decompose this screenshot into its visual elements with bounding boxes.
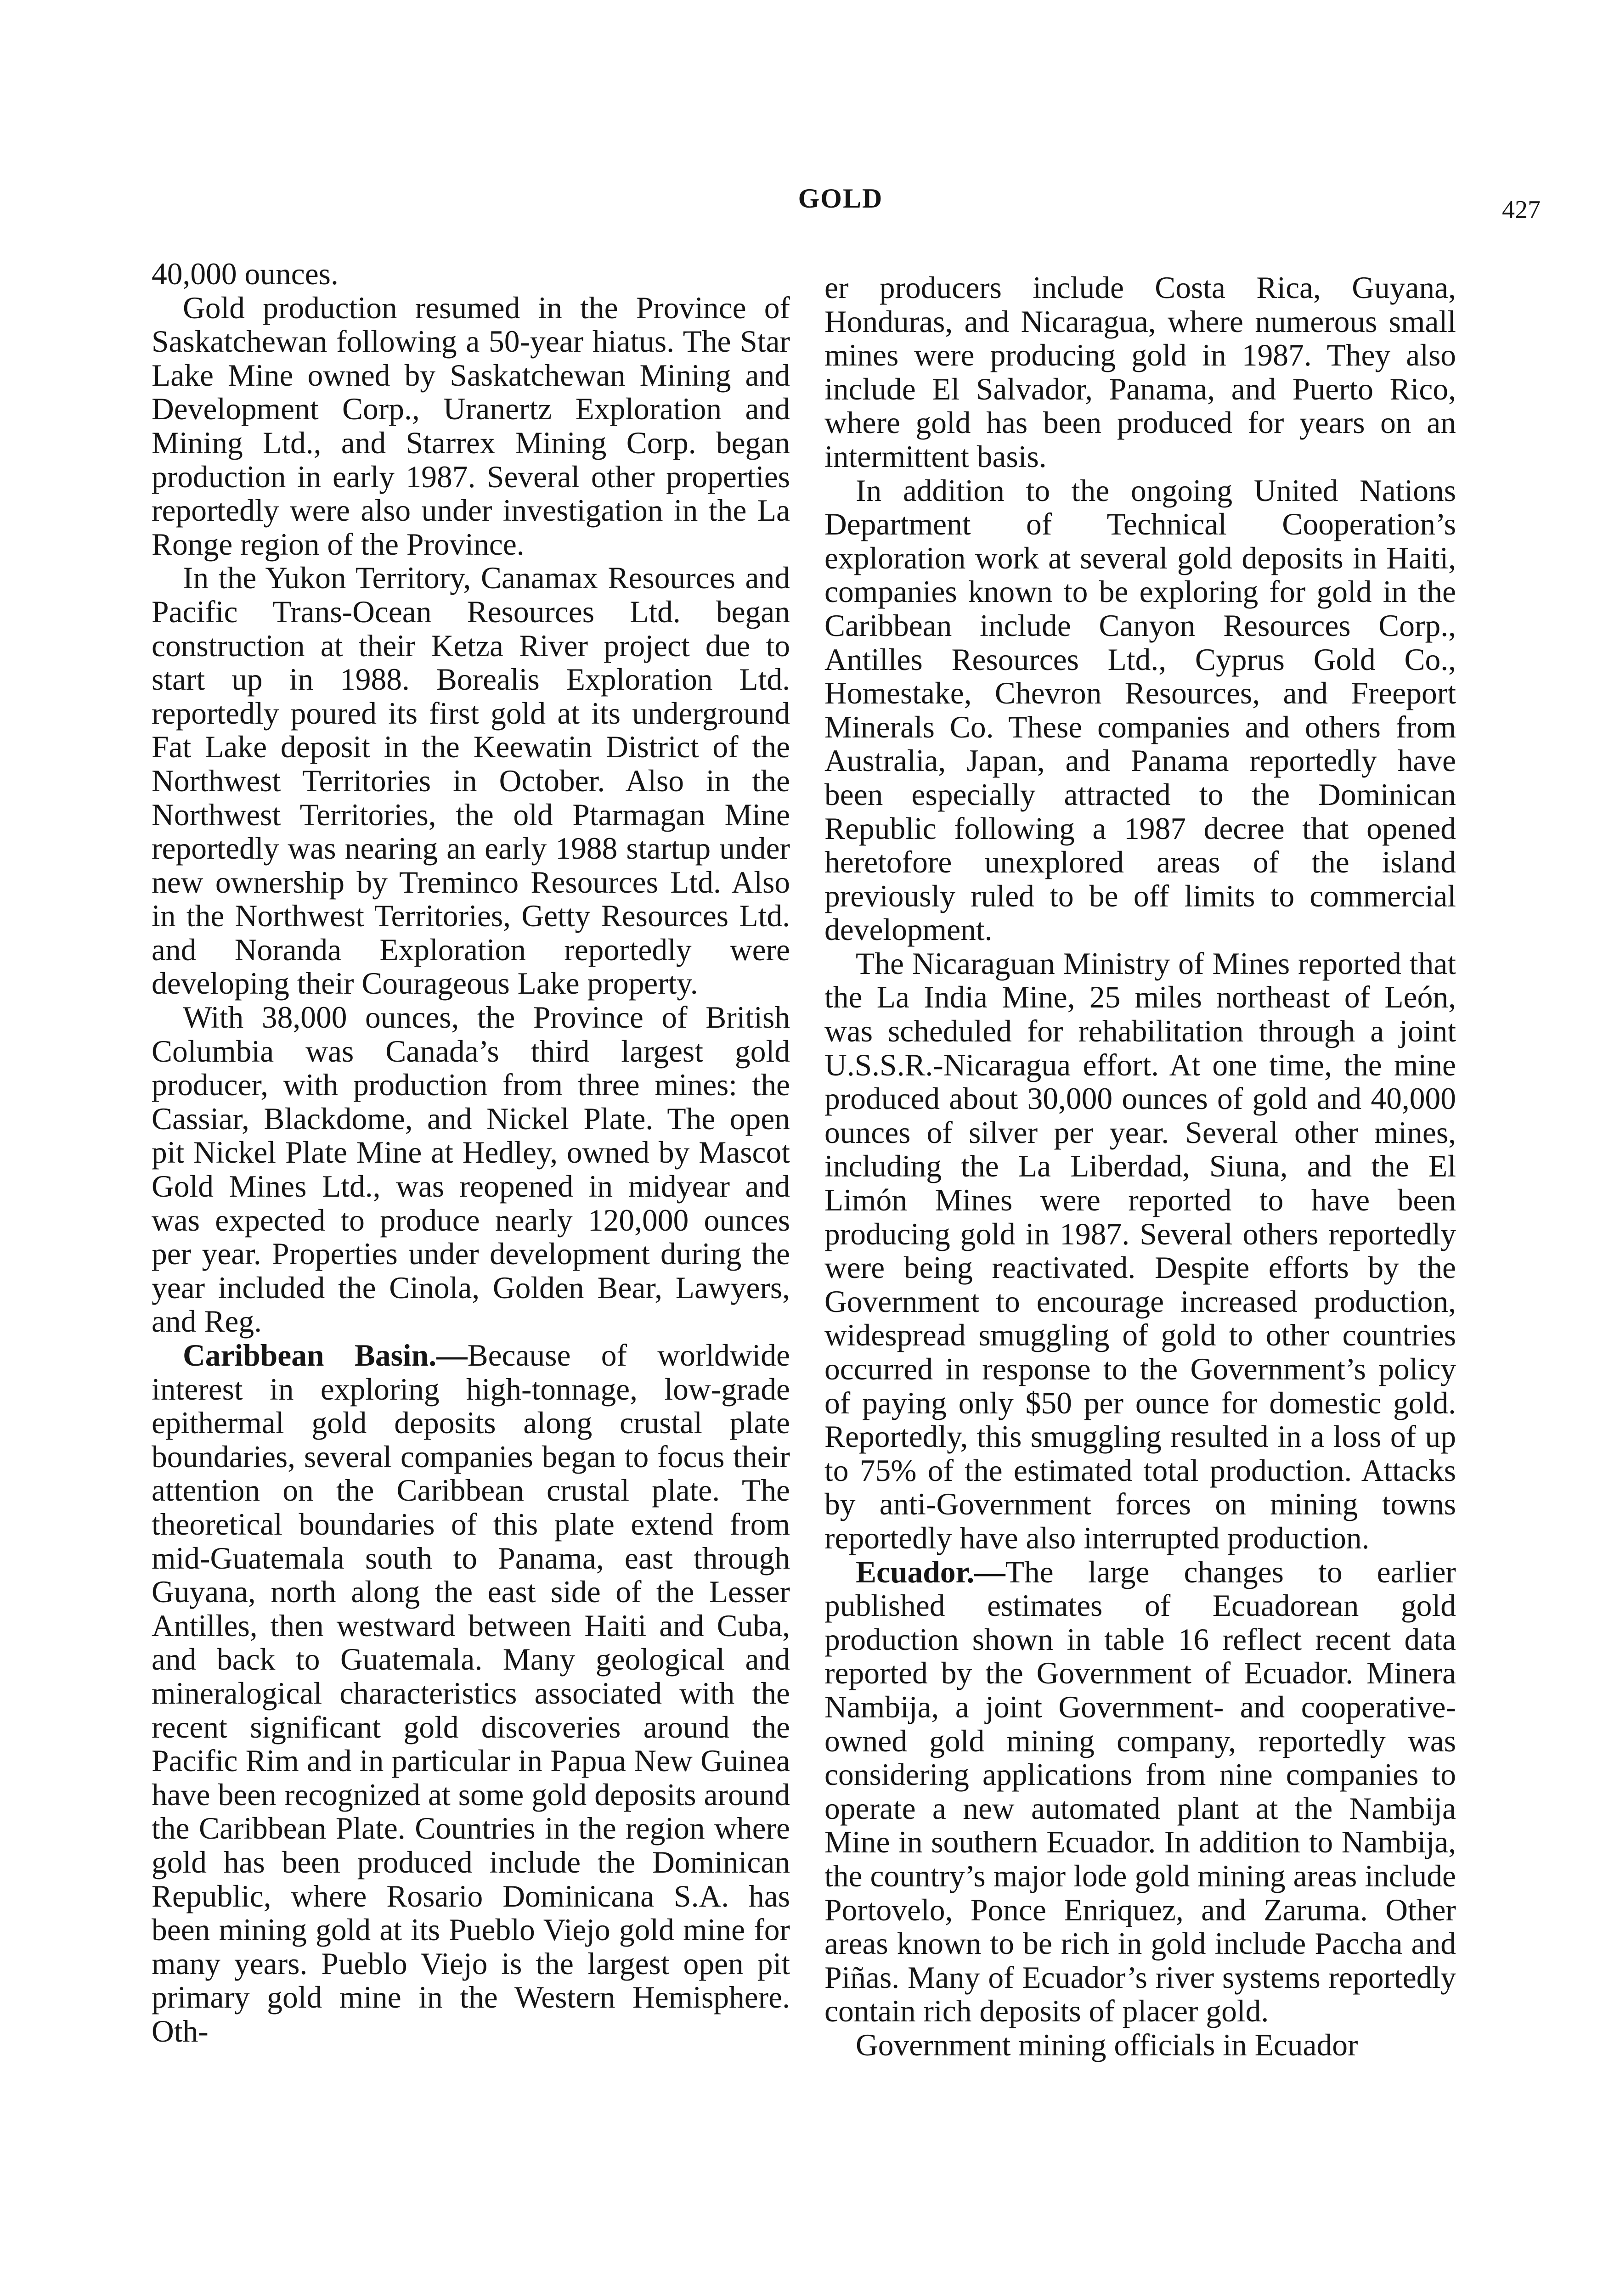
continuation-text: 40,000 ounces. [152, 257, 339, 291]
section-heading-ecuador: Ecuador.— [856, 1554, 1005, 1589]
paragraph-saskatchewan: Gold production resumed in the Province of Saskatchewan following a 50-year hiatus. The Star Lake Mine owned by Saskatchewan Mining and Development Corp., Uranertz Exploration and Mining Ltd., and Starrex Mining Corp. began production in early 1987. Several other properties reportedly were also under investigation in the La Ronge region of the Province. [152, 290, 790, 562]
paragraph-british-columbia: With 38,000 ounces, the Province of British Columbia was Canada’s third largest gold producer, with production from three mines: the Cassiar, Blackdome, and Nickel Plate. The open pit Nickel Plate Mine at Hedley, owned by Mascot Gold Mines Ltd., was reopened in midyear and was expected to produce nearly 120,000 ounces per year. Properties under development during the year included the Cinola, Golden Bear, Lawyers, and Reg. [152, 1000, 790, 1339]
left-column [152, 257, 790, 2048]
paragraph-ecuador-officials: Government mining officials in Ecuador [856, 2027, 1358, 2062]
paragraph-yukon: In the Yukon Territory, Canamax Resources and Pacific Trans-Ocean Resources Ltd. began construction at their Ketza River project due to start up in 1988. Borealis Exploration Ltd. reportedly poured its first gold at its underground Fat Lake deposit in the Keewatin District of the Northwest Territories in October. Also in the Northwest Territories, the old Ptarmagan Mine reportedly was nearing an early 1988 startup under new ownership by Treminco Resources Ltd. Also in the Northwest Territories, Getty Resources Ltd. and Noranda Exploration reportedly were developing their Courageous Lake property. [152, 561, 790, 1001]
section-text-ecuador: The large changes to earlier published estimates of Ecuadorean gold production shown in table 16 reflect recent data reported by the Government of Ecuador. Minera Nambija, a joint Government- and cooperative-owned gold mining company, reportedly was considering applications from nine companies to operate a new automated plant at the Nambija Mine in southern Ecuador. In addition to Nambija, the country’s major lode gold mining areas include Portovelo, Ponce Enriquez, and Zaruma. Other areas known to be rich in gold include Paccha and Piñas. Many of Ecuador’s river systems reportedly contain rich deposits of placer gold. [824, 1554, 1456, 2029]
section-caribbean-basin [152, 1339, 790, 2048]
section-text-caribbean: Because of worldwide interest in exploring high-tonnage, low-grade epithermal gold deposits along crustal plate boundaries, several companies began to focus their attention on the Caribbean crustal plate. The theoretical boundaries of this plate extend from mid-Guatemala south to Panama, east through Guyana, north along the east side of the Lesser Antilles, then westward between Haiti and Cuba, and back to Guatemala. Many geological and mineralogical characteristics associated with the recent significant gold discoveries around the Pacific Rim and in particular in Papua New Guinea have been recognized at some gold deposits around the Caribbean Plate. Countries in the region where gold has been produced include the Dominican Republic, where Rosario Dominicana S.A. has been mining gold at its Pueblo Viejo gold mine for many years. Pueblo Viejo is the largest open pit primary gold mine in the Western Hemisphere. Oth- [152, 1338, 790, 2048]
right-column [824, 271, 1456, 2062]
running-head: GOLD [798, 183, 883, 214]
page-number: 427 [1502, 196, 1541, 224]
section-heading-caribbean: Caribbean Basin.— [183, 1338, 468, 1373]
paragraph-haiti-exploration: In addition to the ongoing United Nations Department of Technical Cooperation’s exploration work at several gold deposits in Haiti, companies known to be exploring for gold in the Caribbean include Canyon Resources Corp., Antilles Resources Ltd., Cyprus Gold Co., Homestake, Chevron Resources, and Freeport Minerals Co. These companies and others from Australia, Japan, and Panama reportedly have been especially attracted to the Dominican Republic following a 1987 decree that opened heretofore unexplored areas of the island previously ruled to be off limits to commercial development. [824, 473, 1456, 947]
continuation-text-producers: er producers include Costa Rica, Guyana, Honduras, and Nicaragua, where numerous small mines were producing gold in 1987. They also include El Salvador, Panama, and Puerto Rico, where gold has been produced for years on an intermittent basis. [824, 270, 1456, 474]
section-ecuador [824, 1555, 1456, 2028]
paragraph-nicaragua: The Nicaraguan Ministry of Mines reported that the La India Mine, 25 miles northeast of León, was scheduled for rehabilitation through a joint U.S.S.R.-Nicaragua effort. At one time, the mine produced about 30,000 ounces of gold and 40,000 ounces of silver per year. Several other mines, including the La Liberdad, Siuna, and the El Limón Mines were reported to have been producing gold in 1987. Several others reportedly were being reactivated. Despite efforts by the Government to encourage increased production, widespread smuggling of gold to other countries occurred in response to the Government’s policy of paying only $50 per ounce for domestic gold. Reportedly, this smuggling resulted in a loss of up to 75% of the estimated total production. Attacks by anti-Government forces on mining towns reportedly have also interrupted production. [824, 946, 1456, 1555]
